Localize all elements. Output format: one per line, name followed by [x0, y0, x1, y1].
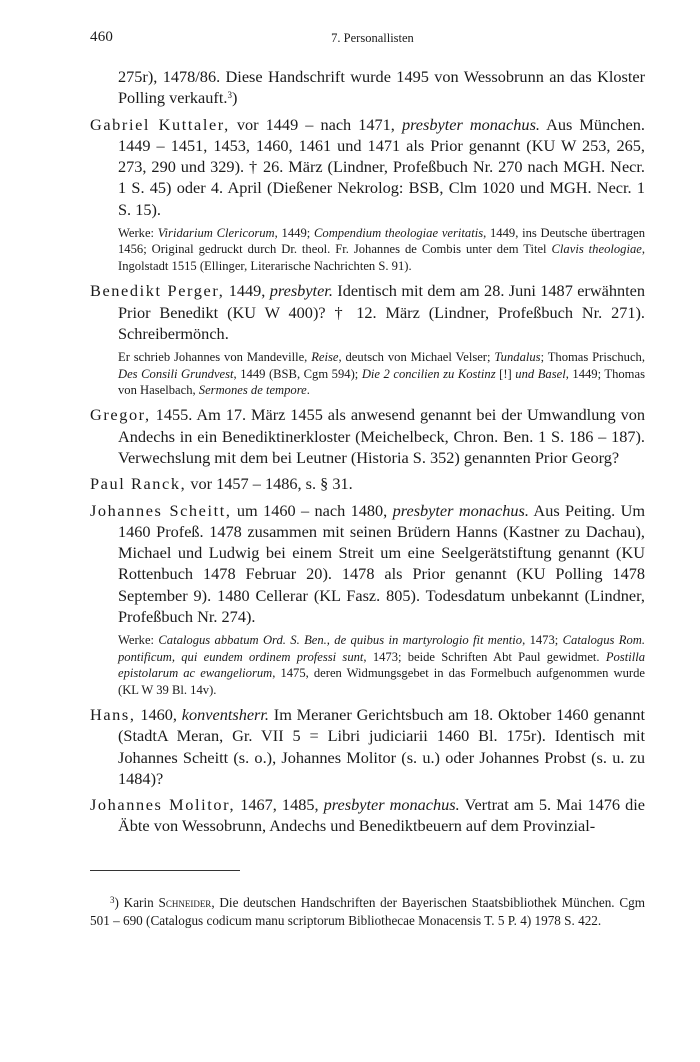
entry-role: presbyter monachus.: [323, 795, 460, 815]
footnote-marker[interactable]: 3: [227, 90, 232, 101]
entry-name: Johannes Molitor,: [90, 795, 236, 815]
footnote-divider: [90, 870, 240, 871]
entry-paul-ranck: Paul Ranck, vor 1457 – 1486, s. § 31.: [90, 474, 353, 494]
entry-gregor: Gregor, 1455. Am 17. März 1455 als anwesend genannt bei der Umwandlung von Andechs in ein Benediktinerkloster (Meichelbeck, Chron. Ben. 1 S. 186 – 187). Verwechslung mit dem bei Leutner (Historia S. 352) genannten Prior Georg?: [90, 405, 645, 467]
entry-role: presbyter monachus.: [401, 114, 540, 134]
entry-role: konventsherr.: [181, 705, 269, 724]
intro-continuation: 275r), 1478/86. Diese Handschrift wurde 1495 von Wessobrunn an das Kloster Polling verkauft.$^3$): [118, 67, 645, 108]
entry-role: presbyter.: [269, 281, 333, 301]
footnote: $^3$) Karin Schneider, Die deutschen Handschriften der Bayerischen Staatsbibliothek München. Cgm 501 – 690 (Catalogus codicum manu scriptorum Bibliothecae Monacensis T. 5 P. 4) 1978 S. 422.: [90, 895, 646, 928]
page-header: [90, 29, 655, 51]
entry-benedikt-perger: Benedikt Perger, 1449, presbyter. Identisch mit dem am 28. Juni 1487 erwähnten Prior Benedikt (KU W 400)? † 12. März (Lindner, Profeßbuch Nr. 271). Schreibermönch.: [90, 281, 646, 343]
entry-note-works: Werke: Viridarium Clericorum, 1449; Compendium theologiae veritatis, 1449, ins Deutsche übertragen 1456; Original gedruckt durch Dr. theol. Fr. Johannes de Combis unter dem Titel Clavis theologiae, Ingolstadt 1515 (Ellinger, Literarische Nachrichten S. 91).: [118, 226, 645, 273]
entry-name: Hans,: [90, 705, 136, 724]
entry-gabriel-kuttaler: Gabriel Kuttaler, vor 1449 – nach 1471, presbyter monachus. Aus München. 1449 – 1451, 1453, 1460, 1461 und 1471 als Prior genannt (KU W 253, 265, 273, 290 und 329). † 26. März (Lindner, Profeßbuch Nr. 270 nach MGH. Necr. 1 S. 45) oder 4. April (Dießener Nekrolog: BSB, Clm 1020 und MGH. Necr. 1 S. 15).: [90, 114, 645, 219]
entry-name: Paul Ranck,: [90, 474, 187, 494]
entry-name: Gregor,: [90, 405, 151, 425]
entry-johannes-molitor: Johannes Molitor, 1467, 1485, presbyter monachus. Vertrat am 5. Mai 1476 die Äbte von Wessobrunn, Andechs und Benediktbeuern auf dem Provinzial-: [90, 795, 645, 836]
footnote-author: Schneider: [158, 895, 212, 911]
entry-note-works: Werke: Catalogus abbatum Ord. S. Ben., de quibus in martyrologio fit mentio, 1473; Catalogus Rom. pontificum, qui eundem ordinem professi sunt, 1473; beide Schriften Abt Paul gewidmet. Postilla epistolarum ac ewangeliorum, 1475, deren Widmungsgebet in das Formelbuch aufgenommen wurde (KL W 39 Bl. 14v).: [118, 633, 646, 697]
entry-name: Johannes Scheitt,: [90, 500, 232, 520]
entry-name: Benedikt Perger,: [90, 281, 225, 301]
entry-hans: Hans, 1460, konventsherr. Im Meraner Gerichtsbuch am 18. Oktober 1460 genannt (StadtA Meran, Gr. VII 5 = Libri judiciarii 1460 Bl. 175r). Identisch mit Johannes Scheitt (s. o.), Johannes Molitor (s. u.) oder Johannes Probst (s. u. zu 1484)?: [90, 705, 645, 788]
entry-role: presbyter monachus.: [392, 500, 529, 520]
page-body: [90, 66, 645, 842]
entry-note-works: Er schrieb Johannes von Mandeville, Reise, deutsch von Michael Velser; Tundalus; Thomas Prischuch, Des Consili Grundvest, 1449 (BSB, Cgm 594); Die 2 concilien zu Kostinz [!] und Basel, 1449; Thomas von Haselbach, Sermones de tempore.: [118, 350, 645, 397]
footnote-number: 3: [110, 895, 115, 906]
entry-name: Gabriel Kuttaler,: [90, 114, 230, 134]
running-head: 7. Personallisten: [331, 31, 414, 45]
entry-johannes-scheitt: Johannes Scheitt, um 1460 – nach 1480, presbyter monachus. Aus Peiting. Um 1460 Profeß. 1478 zusammen mit seinen Brüdern Hanns (Kastner zu Dachau), Michael und Ludwig bei einem Streit um eine Seelgerätstiftung genannt (KU Rottenbuch 1478 Februar 20). 1478 als Prior genannt (KU Polling 1478 September 9). 1480 Cellerar (KL Fasz. 805). Todesdatum unbekannt (Lindner, Profeßbuch Nr. 274).: [90, 500, 646, 627]
page-number: 460: [90, 29, 114, 45]
